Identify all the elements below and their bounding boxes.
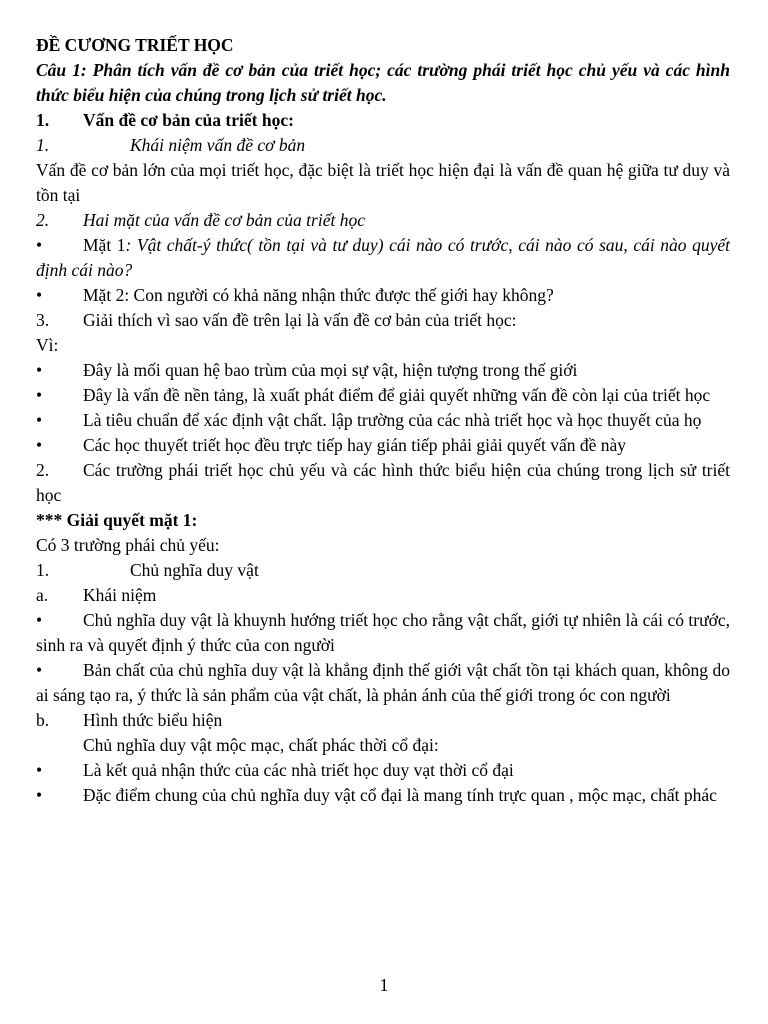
lettered-item: a. Khái niệm bbox=[36, 585, 157, 605]
paragraph: Vấn đề cơ bản lớn của mọi triết học, đặc biệt là triết học hiện đại là vấn đề quan hệ giữa tư duy và tồn tại bbox=[36, 160, 730, 205]
paragraph: Vì: bbox=[36, 335, 59, 355]
numbered-item: 1. Chủ nghĩa duy vật bbox=[36, 560, 259, 580]
document-body bbox=[36, 33, 730, 808]
bullet-item: • Các học thuyết triết học đều trực tiếp hay gián tiếp phải giải quyết vấn đề này bbox=[36, 435, 627, 455]
numbered-item: 3. Giải thích vì sao vấn đề trên lại là vấn đề cơ bản của triết học: bbox=[36, 310, 517, 330]
lettered-item: b. Hình thức biểu hiện bbox=[36, 710, 223, 730]
question-heading: Câu 1: Phân tích vấn đề cơ bản của triết học; các trường phái triết học chủ yếu và các hình thức biểu hiện của chúng trong lịch sử triết học. bbox=[36, 60, 730, 105]
subsection-heading: 1. Khái niệm vấn đề cơ bản bbox=[36, 135, 306, 155]
bullet-item: • Mặt 1: Vật chất-ý thức( tồn tại và tư duy) cái nào có trước, cái nào có sau, cái nào quyết định cái nào? bbox=[36, 235, 730, 280]
page-number: 1 bbox=[379, 975, 389, 995]
bullet-item: • Đây là vấn đề nền tảng, là xuất phát điểm để giải quyết những vấn đề còn lại của triết học bbox=[36, 385, 711, 405]
indented-line: Chủ nghĩa duy vật mộc mạc, chất phác thời cổ đại: bbox=[83, 735, 439, 755]
bullet-item: • Chủ nghĩa duy vật là khuynh hướng triết học cho rằng vật chất, giới tự nhiên là cái có trước, sinh ra và quyết định ý thức của con người bbox=[36, 610, 730, 655]
numbered-item: 2. Các trường phái triết học chủ yếu và các hình thức biểu hiện của chúng trong lịch sử triết học bbox=[36, 460, 730, 505]
document-title: ĐỀ CƯƠNG TRIẾT HỌC bbox=[36, 35, 234, 55]
section-heading: *** Giải quyết mặt 1: bbox=[36, 510, 198, 530]
subsection-heading: 2. Hai mặt của vấn đề cơ bản của triết học bbox=[36, 210, 365, 230]
paragraph: Có 3 trường phái chủ yếu: bbox=[36, 535, 220, 555]
bullet-item: • Đây là mối quan hệ bao trùm của mọi sự vật, hiện tượng trong thế giới bbox=[36, 360, 578, 380]
section-heading: 1. Vấn đề cơ bản của triết học: bbox=[36, 110, 294, 130]
bullet-item: • Mặt 2: Con người có khả năng nhận thức được thế giới hay không? bbox=[36, 285, 554, 305]
bullet-item: • Bản chất của chủ nghĩa duy vật là khẳng định thế giới vật chất tồn tại khách quan, không do ai sáng tạo ra, ý thức là sản phẩm của vật chất, là phản ánh của thế giới trong óc con người bbox=[36, 660, 730, 705]
bullet-item: • Đặc điểm chung của chủ nghĩa duy vật cổ đại là mang tính trực quan , mộc mạc, chất phác bbox=[36, 785, 717, 805]
bullet-item: • Là tiêu chuẩn để xác định vật chất. lập trường của các nhà triết học và học thuyết của họ bbox=[36, 410, 702, 430]
bullet-item: • Là kết quả nhận thức của các nhà triết học duy vạt thời cổ đại bbox=[36, 760, 514, 780]
